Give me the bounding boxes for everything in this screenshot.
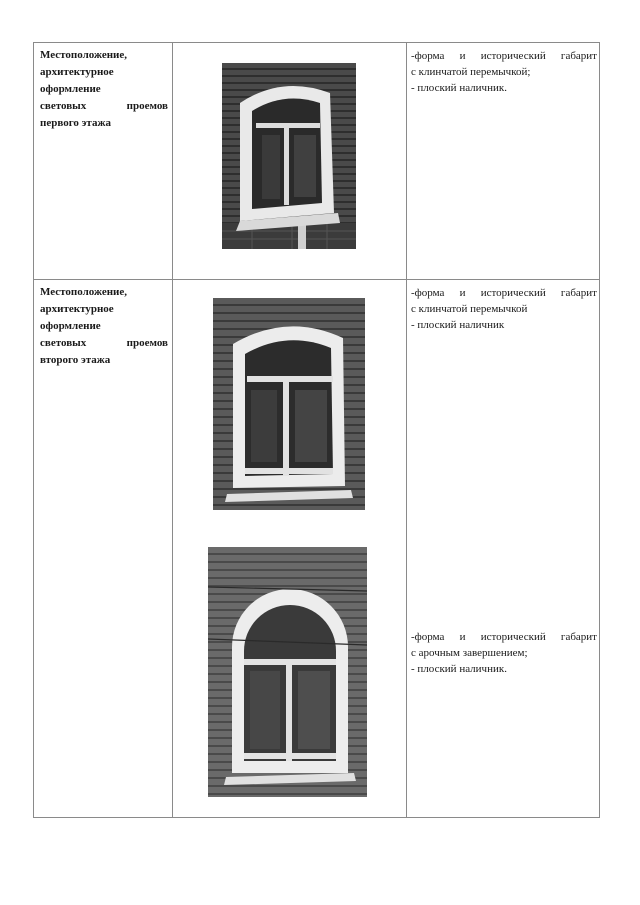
- row2-desc2-line: -форма и исторический габарит: [411, 631, 597, 643]
- row2-label-line: второго этажа: [40, 354, 111, 366]
- row2-label-line: архитектурное: [40, 303, 114, 315]
- row1-desc-line: - плоский наличник.: [411, 82, 507, 94]
- row1-label-line: первого этажа: [40, 117, 111, 129]
- row2-label-line: световых проемов: [40, 337, 168, 349]
- photo-first-floor-window: [222, 63, 356, 249]
- row2-desc-line: с клинчатой перемычкой: [411, 303, 528, 315]
- row2-description: [411, 285, 597, 333]
- row2-desc2-line: с арочным завершением;: [411, 647, 528, 659]
- row1-label: [40, 47, 168, 132]
- photo-arched-window: [208, 547, 367, 797]
- row1-label-line: световых проемов: [40, 100, 168, 112]
- row1-label-line: архитектурное: [40, 66, 114, 78]
- row2-desc-line: -форма и исторический габарит: [411, 287, 597, 299]
- row2-desc2-line: - плоский наличник.: [411, 663, 507, 675]
- row1-desc-line: с клинчатой перемычкой;: [411, 66, 531, 78]
- row-divider: [34, 279, 599, 280]
- row2-desc-line: - плоский наличник: [411, 319, 505, 331]
- row1-description: [411, 48, 597, 96]
- photo-second-floor-window: [213, 298, 365, 510]
- row1-desc-line: -форма и исторический габарит: [411, 50, 597, 62]
- row2-label: [40, 284, 168, 369]
- row2-label-line: Местоположение,: [40, 286, 128, 298]
- column-divider-1: [172, 43, 173, 817]
- row1-label-line: оформление: [40, 83, 101, 95]
- column-divider-2: [406, 43, 407, 817]
- row2-label-line: оформление: [40, 320, 101, 332]
- row2-description-arched: [411, 629, 597, 677]
- row1-label-line: Местоположение,: [40, 49, 128, 61]
